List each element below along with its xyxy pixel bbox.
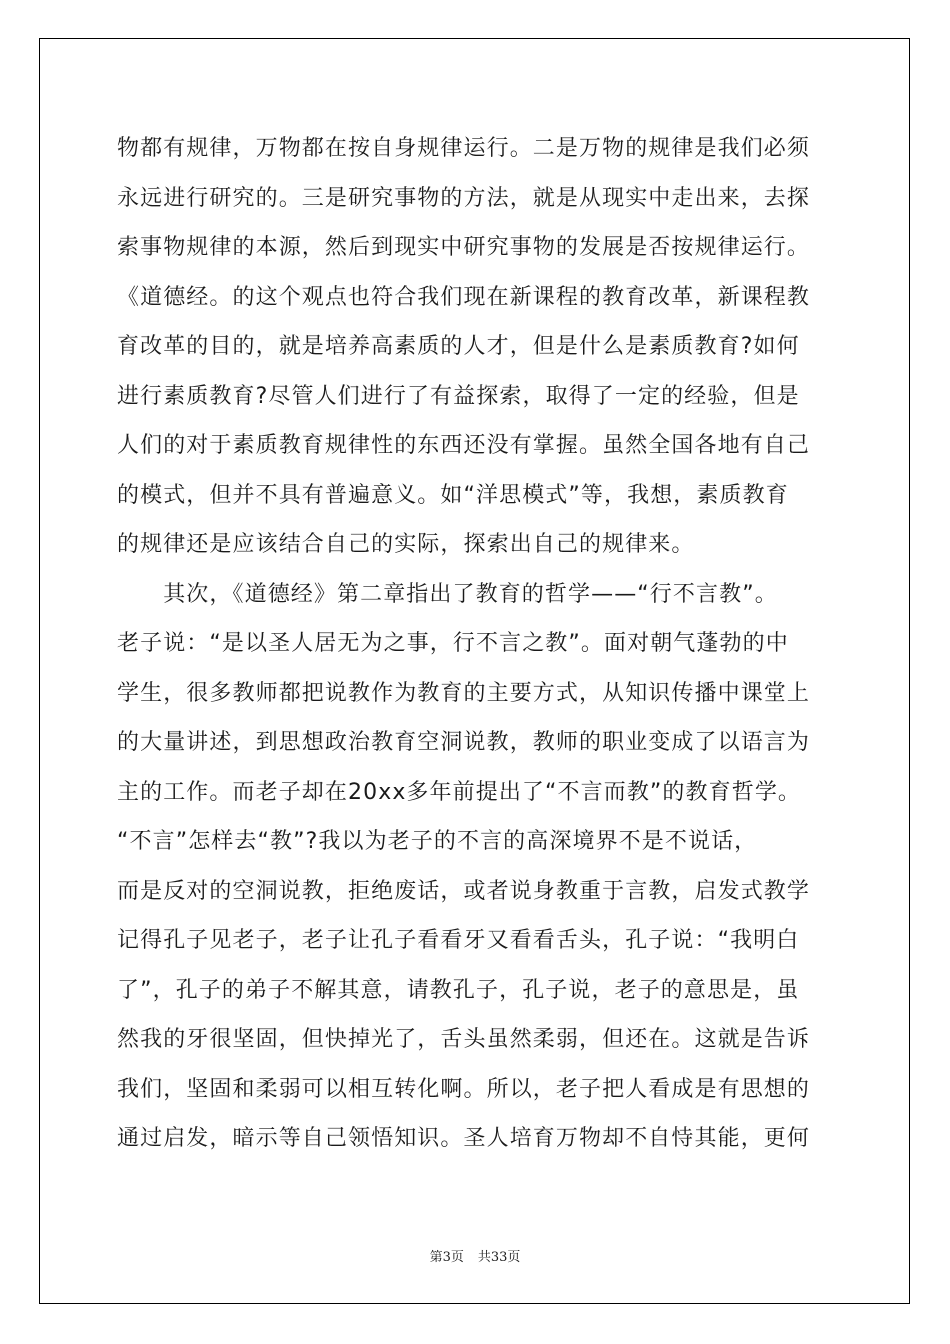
text-line: 的模式，但并不具有普遍意义。如“洋思模式”等，我想，素质教育 [117, 482, 789, 508]
text-line: 人们的对于素质教育规律性的东西还没有掌握。虽然全国各地有自己 [117, 433, 811, 458]
text-line: 老子说：“是以圣人居无为之事，行不言之教”。面对朝气蓬勃的中 [117, 631, 789, 656]
text-line: 育改革的目的，就是培养高素质的人才，但是什么是素质教育?如何 [117, 334, 800, 359]
text-line: 其次，《道德经》第二章指出了教育的哲学——“行不言教”。 [117, 581, 778, 607]
text-line: 学生，很多教师都把说教作为教育的主要方式，从知识传播中课堂上 [117, 680, 811, 706]
text-line: 进行素质教育?尽管人们进行了有益探索，取得了一定的经验，但是 [117, 383, 800, 409]
body-text [117, 124, 842, 1164]
text-line: 记得孔子见老子，老子让孔子看看牙又看看舌头，孔子说：“我明白 [117, 928, 800, 953]
text-line: 主的工作。而老子却在20xx多年前提出了“不言而教”的教育哲学。 [117, 779, 802, 805]
text-line: “不言”怎样去“教”?我以为老子的不言的高深境界不是不说话， [117, 829, 758, 854]
page-footer [0, 1246, 950, 1265]
text-line: 《道德经。的这个观点也符合我们现在新课程的教育改革，新课程教 [117, 284, 811, 310]
text-line: 我们，坚固和柔弱可以相互转化啊。所以，老子把人看成是有思想的 [117, 1076, 811, 1102]
text-line: 索事物规律的本源，然后到现实中研究事物的发展是否按规律运行。 [117, 235, 811, 260]
text-line: 的规律还是应该结合自己的实际，探索出自己的规律来。 [117, 532, 695, 557]
text-line: 然我的牙很坚固，但快掉光了，舌头虽然柔弱，但还在。这就是告诉 [117, 1027, 811, 1052]
text-line: 通过启发，暗示等自己领悟知识。圣人培育万物却不自恃其能，更何 [117, 1126, 811, 1151]
page-total: 共33页 [477, 1250, 521, 1265]
text-line: 永远进行研究的。三是研究事物的方法，就是从现实中走出来，去探 [117, 185, 811, 211]
text-line: 了”，孔子的弟子不解其意，请教孔子，孔子说，老子的意思是，虽 [117, 977, 800, 1003]
text-line: 的大量讲述，到思想政治教育空洞说教，教师的职业变成了以语言为 [117, 730, 811, 755]
text-line: 而是反对的空洞说教，拒绝废话，或者说身教重于言教，启发式教学 [117, 878, 811, 904]
text-line: 物都有规律，万物都在按自身规律运行。二是万物的规律是我们必须 [117, 136, 811, 161]
page-number: 第3页 [429, 1250, 464, 1265]
